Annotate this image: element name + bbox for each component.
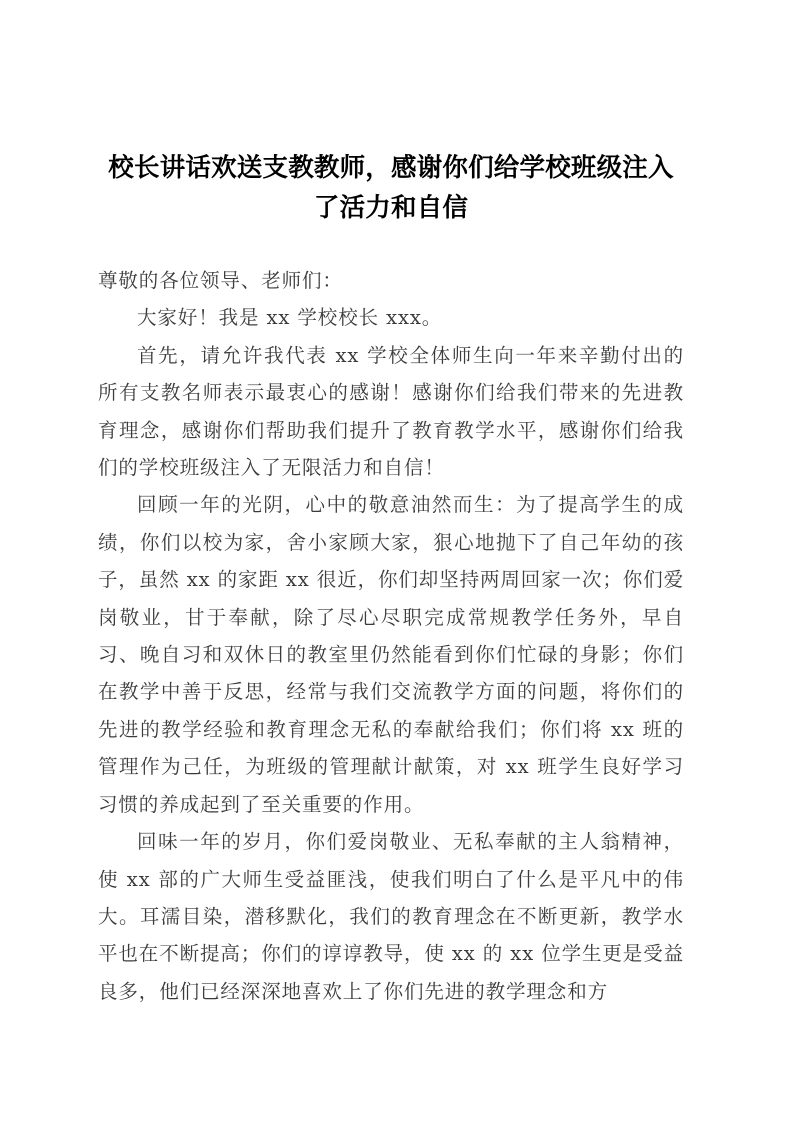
- paragraph-recall-year: 回味一年的岁月，你们爱岗敬业、无私奉献的主人翁精神，使 xx 部的广大师生受益匪浅，使我们明白了什么是平凡中的伟大。耳濡目染，潜移默化，我们的教育理念在不断更新，教学水平也在不断提高；你们的谆谆教导，使 xx 的 xx 位学生更是受益良多，他们已经深深地喜欢上了你们先进的教学理念和方: [98, 830, 684, 1003]
- paragraph-salutation: 尊敬的各位领导、老师们：: [98, 269, 343, 292]
- page-title-line-2: 了活力和自信: [313, 193, 469, 223]
- paragraph-review-year: 回顾一年的光阴，心中的敬意油然而生：为了提高学生的成绩，你们以校为家，舍小家顾大家，狠心地抛下了自己年幼的孩子，虽然 xx 的家距 xx 很近，你们却坚持两周回家一次；你们爱岗敬业，甘于奉献，除了尽心尽职完成常规教学任务外，早自习、晚自习和双休日的教室里仍然能看到你们忙碌的身影；你们在教学中善于反思，经常与我们交流教学方面的问题，将你们的先进的教学经验和教育理念无私的奉献给我们；你们将 xx 班的管理作为己任，为班级的管理献计献策，对 xx 班学生良好学习习惯的养成起到了至关重要的作用。: [98, 493, 684, 816]
- page-title-line-1: 校长讲话欢送支教教师，感谢你们给学校班级注入: [108, 153, 674, 183]
- page-title: [98, 148, 684, 228]
- paragraph-thanks: 首先，请允许我代表 xx 学校全体师生向一年来辛勤付出的所有支教名师表示最衷心的感谢！感谢你们给我们带来的先进教育理念，感谢你们帮助我们提升了教育教学水平，感谢你们给我们的学校班级注入了无限活力和自信！: [98, 343, 684, 480]
- paragraph-greeting: 大家好！我是 xx 学校校长 xxx。: [137, 306, 443, 330]
- document-body: [98, 148, 684, 1010]
